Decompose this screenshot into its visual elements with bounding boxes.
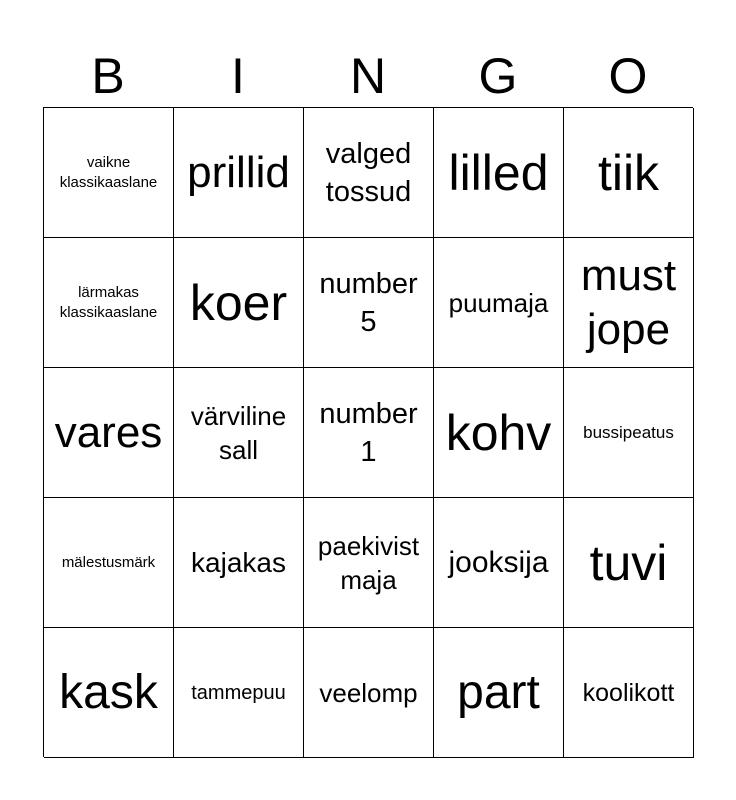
header-letter-o: O xyxy=(608,48,648,104)
bingo-cell[interactable] xyxy=(304,368,434,498)
cell-label: koolikott xyxy=(582,678,675,707)
bingo-cell[interactable] xyxy=(174,498,304,628)
bingo-cell[interactable] xyxy=(304,238,434,368)
cell-label: koer xyxy=(189,274,288,331)
bingo-cell[interactable] xyxy=(304,108,434,238)
bingo-cell[interactable] xyxy=(434,238,564,368)
cell-label: jooksija xyxy=(448,545,549,579)
cell-label: must jope xyxy=(580,250,677,354)
bingo-board xyxy=(43,107,693,757)
cell-label: värviline sall xyxy=(190,400,287,465)
header-letter-i: I xyxy=(231,48,245,104)
bingo-cell[interactable] xyxy=(564,368,694,498)
cell-label: tiik xyxy=(597,144,660,201)
bingo-cell[interactable] xyxy=(304,498,434,628)
cell-label: lilled xyxy=(448,144,549,201)
header-letter-g: G xyxy=(478,48,518,104)
cell-label: puumaja xyxy=(448,287,549,318)
bingo-cell[interactable] xyxy=(44,368,174,498)
cell-label: veelomp xyxy=(319,677,418,708)
cell-label: valged tossud xyxy=(325,137,412,208)
bingo-cell[interactable] xyxy=(304,628,434,758)
cell-label: kohv xyxy=(445,404,552,461)
cell-label: number 1 xyxy=(319,397,418,468)
bingo-cell[interactable] xyxy=(174,108,304,238)
cell-label: kask xyxy=(59,665,158,719)
bingo-cell[interactable] xyxy=(434,498,564,628)
bingo-cell[interactable] xyxy=(564,628,694,758)
header-letter-n: N xyxy=(349,48,387,104)
bingo-cell[interactable] xyxy=(564,238,694,368)
bingo-cell[interactable] xyxy=(174,238,304,368)
cell-label: lärmakas klassikaaslane xyxy=(59,283,158,321)
bingo-cell[interactable] xyxy=(564,498,694,628)
bingo-cell[interactable] xyxy=(44,498,174,628)
cell-label: kajakas xyxy=(191,546,286,578)
cell-label: tuvi xyxy=(589,534,668,591)
cell-label: tammepuu xyxy=(191,681,286,704)
cell-label: paekivist maja xyxy=(317,530,420,595)
cell-label: part xyxy=(457,665,540,719)
bingo-cell[interactable] xyxy=(44,108,174,238)
bingo-cell[interactable] xyxy=(44,238,174,368)
cell-label: vaikne klassikaaslane xyxy=(59,153,158,191)
bingo-cell[interactable] xyxy=(434,368,564,498)
bingo-header xyxy=(43,44,693,106)
cell-label: vares xyxy=(54,407,163,457)
header-letter-b: B xyxy=(91,48,125,104)
bingo-cell[interactable] xyxy=(434,108,564,238)
bingo-cell[interactable] xyxy=(174,628,304,758)
bingo-cell[interactable] xyxy=(44,628,174,758)
cell-label: prillid xyxy=(187,147,290,197)
cell-label: number 5 xyxy=(319,267,418,338)
bingo-cell[interactable] xyxy=(174,368,304,498)
bingo-cell[interactable] xyxy=(564,108,694,238)
bingo-cell[interactable] xyxy=(434,628,564,758)
cell-label: mälestusmärk xyxy=(61,553,156,571)
cell-label: bussipeatus xyxy=(583,422,674,442)
